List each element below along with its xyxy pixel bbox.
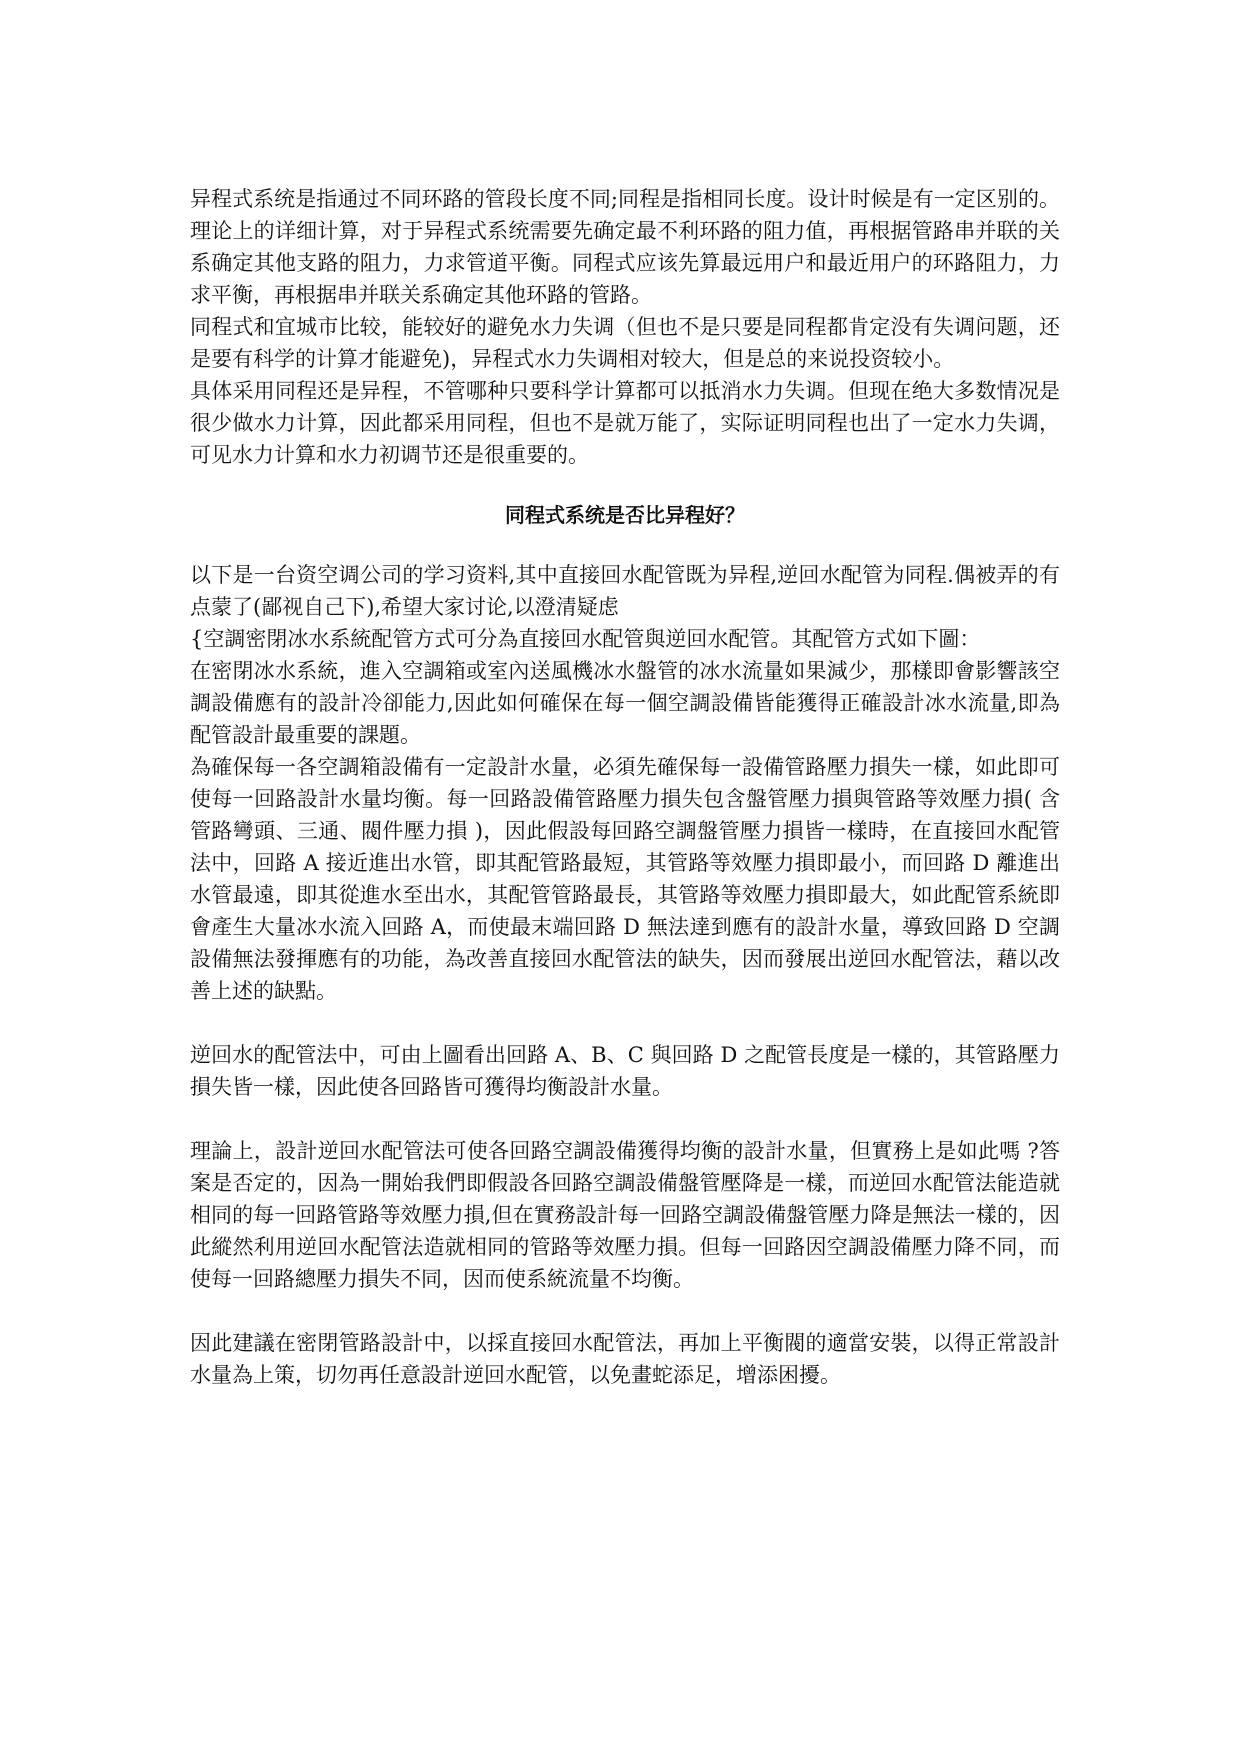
paragraph-pressure-loss: 為確保每一各空調箱設備有一定設計水量，必須先確保每一設備管路壓力損失一樣，如此即可使每一回路設計水量均衡。每一回路設備管路壓力損失包含盤管壓力損與管路等效壓力損( 含管路彎頭、三通、閥件壓力損 )，因此假設每回路空調盤管壓力損皆一樣時，在直接回水配管法中，回路 A 接近進出水管，即其配管路最短，其管路等效壓力損即最小，而回路 D 離進出水管最遠，即其從進水至出水，其配管管路最長，其管路等效壓力損即最大，如此配管系統即會產生大量冰水流入回路 A，而使最末端回路 D 無法達到應有的設計水量，導致回路 D 空調設備無法發揮應有的功能，為改善直接回水配管法的缺失，因而發展出逆回水配管法，藉以改善上述的缺點。 [190,755,1060,1003]
paragraph-conclusion: 因此建議在密閉管路設計中，以採直接回水配管法，再加上平衡閥的適當安裝，以得正常設計水量為上策，切勿再任意設計逆回水配管，以免畫蛇添足，增添困擾。 [190,1331,1060,1387]
paragraph-theory: 理論上，設計逆回水配管法可使各回路空調設備獲得均衡的設計水量，但實務上是如此嗎 ?答案是否定的，因為一開始我們即假設各回路空調設備盤管壓降是一樣，而逆回水配管法能造就相同的每一回路管路等效壓力損,但在實務設計每一回路空調設備盤管壓力降是無法一樣的，因此縱然利用逆回水配管法造就相同的管路等效壓力損。但每一回路因空調設備壓力降不同，而使每一回路總壓力損失不同，因而使系統流量不均衡。 [190,1139,1060,1291]
paragraph-choice: 具体采用同程还是异程，不管哪种只要科学计算都可以抵消水力失调。但现在绝大多数情况是很少做水力计算，因此都采用同程，但也不是就万能了，实际证明同程也出了一定水力失调，可见水力计算和水力初调节还是很重要的。 [190,379,1060,467]
paragraph-piping-methods: {空調密閉冰水系統配管方式可分為直接回水配管與逆回水配管。其配管方式如下圖： [190,627,981,651]
paragraph-definition: 异程式系统是指通过不同环路的管段长度不同;同程是指相同长度。设计时候是有一定区别的。理论上的详细计算，对于异程式系统需要先确定最不利环路的阻力值，再根据管路串并联的关系确定其他支路的阻力，力求管道平衡。同程式应该先算最远用户和最近用户的环路阻力，力求平衡，再根据串并联关系确定其他环路的管路。 [190,187,1060,307]
paragraph-chilled-water: 在密閉冰水系統，進入空調箱或室內送風機冰水盤管的冰水流量如果減少，那樣即會影響該空調設備應有的設計冷卻能力,因此如何確保在每一個空調設備皆能獲得正確設計冰水流量,即為配管設計最重要的課題。 [190,659,1060,747]
document-page [190,183,1060,1391]
paragraph-comparison: 同程式和宜城市比较，能较好的避免水力失调（但也不是只要是同程都肯定没有失调问题，还是要有科学的计算才能避免)，异程式水力失调相对较大，但是总的来说投资较小。 [190,315,1060,371]
paragraph-intro: 以下是一台资空调公司的学习资料,其中直接回水配管既为异程,逆回水配管为同程.偶被弄的有点蒙了(鄙视自己下),希望大家讨论,以澄清疑虑 [190,563,1060,619]
paragraph-reverse-return: 逆回水的配管法中，可由上圖看出回路 A、B、C 與回路 D 之配管長度是一樣的，其管路壓力損失皆一樣，因此使各回路皆可獲得均衡設計水量。 [190,1043,1060,1099]
section-heading: 同程式系统是否比异程好？ [505,503,745,527]
